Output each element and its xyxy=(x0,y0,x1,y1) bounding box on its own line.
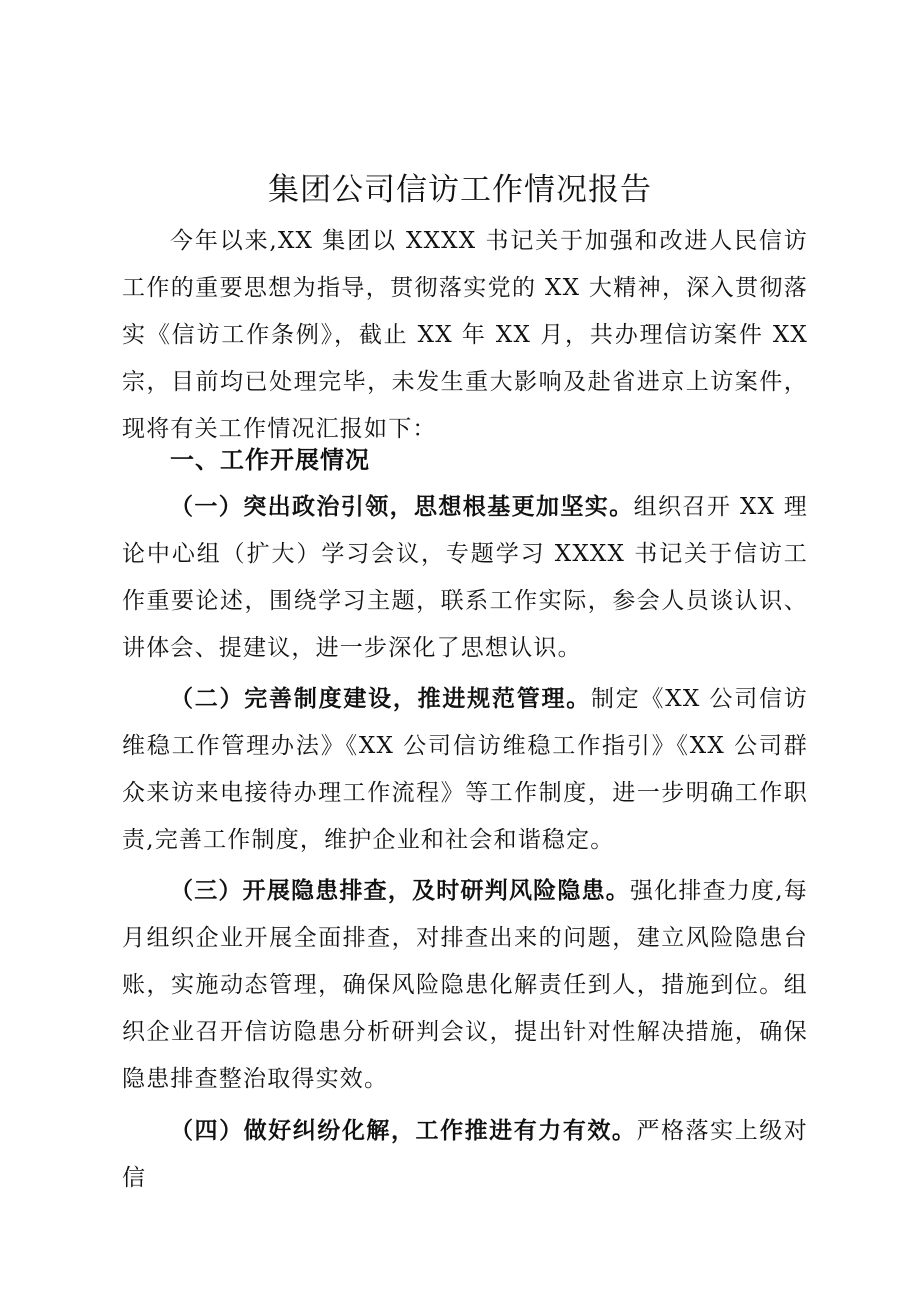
item-lead-1: （一）突出政治引领，思想根基更加坚实。 xyxy=(170,494,634,520)
item-paragraph-4 xyxy=(122,1108,808,1202)
item-paragraph-2 xyxy=(122,676,808,864)
item-text-1: 组织召开 XX 理论中心组（扩大）学习会议，专题学习 XXXX 书记关于信访工作重要论述，围绕学习主题，联系工作实际，参会人员谈认识、讲体会、提建议，进一步深化了思想认识。 xyxy=(122,494,808,661)
intro-paragraph: 今年以来,XX 集团以 XXXX 书记关于加强和改进人民信访工作的重要思想为指导，贯彻落实党的 XX 大精神，深入贯彻落实《信访工作条例》，截止 XX 年 XX 月，共办理信访案件 XX 宗，目前均已处理完毕，未发生重大影响及赴省进京上访案件，现将有关工作情况汇报如下： xyxy=(122,228,808,442)
section-heading: 一、工作开展情况 xyxy=(170,446,370,474)
item-text-3: 强化排查力度,每月组织企业开展全面排查，对排查出来的问题，建立风险隐患台账，实施动态管理，确保风险隐患化解责任到人，措施到位。组织企业召开信访隐患分析研判会议，提出针对性解决措施，确保隐患排查整治取得实效。 xyxy=(122,878,808,1092)
item-text-4: 严格落实上级对信 xyxy=(122,1118,808,1191)
item-paragraph-3 xyxy=(122,868,808,1103)
item-lead-2: （二）完善制度建设，推进规范管理。 xyxy=(170,686,591,712)
item-lead-3: （三）开展隐患排查，及时研判风险隐患。 xyxy=(170,878,630,904)
document-title: 集团公司信访工作情况报告 xyxy=(268,172,652,208)
item-paragraph-1 xyxy=(122,484,808,672)
item-text-2: 制定《XX 公司信访维稳工作管理办法》《XX 公司信访维稳工作指引》《XX 公司群众来访来电接待办理工作流程》等工作制度，进一步明确工作职责,完善工作制度，维护企业和社会和谐稳定。 xyxy=(122,686,809,853)
item-lead-4: （四）做好纠纷化解，工作推进有力有效。 xyxy=(170,1118,637,1144)
